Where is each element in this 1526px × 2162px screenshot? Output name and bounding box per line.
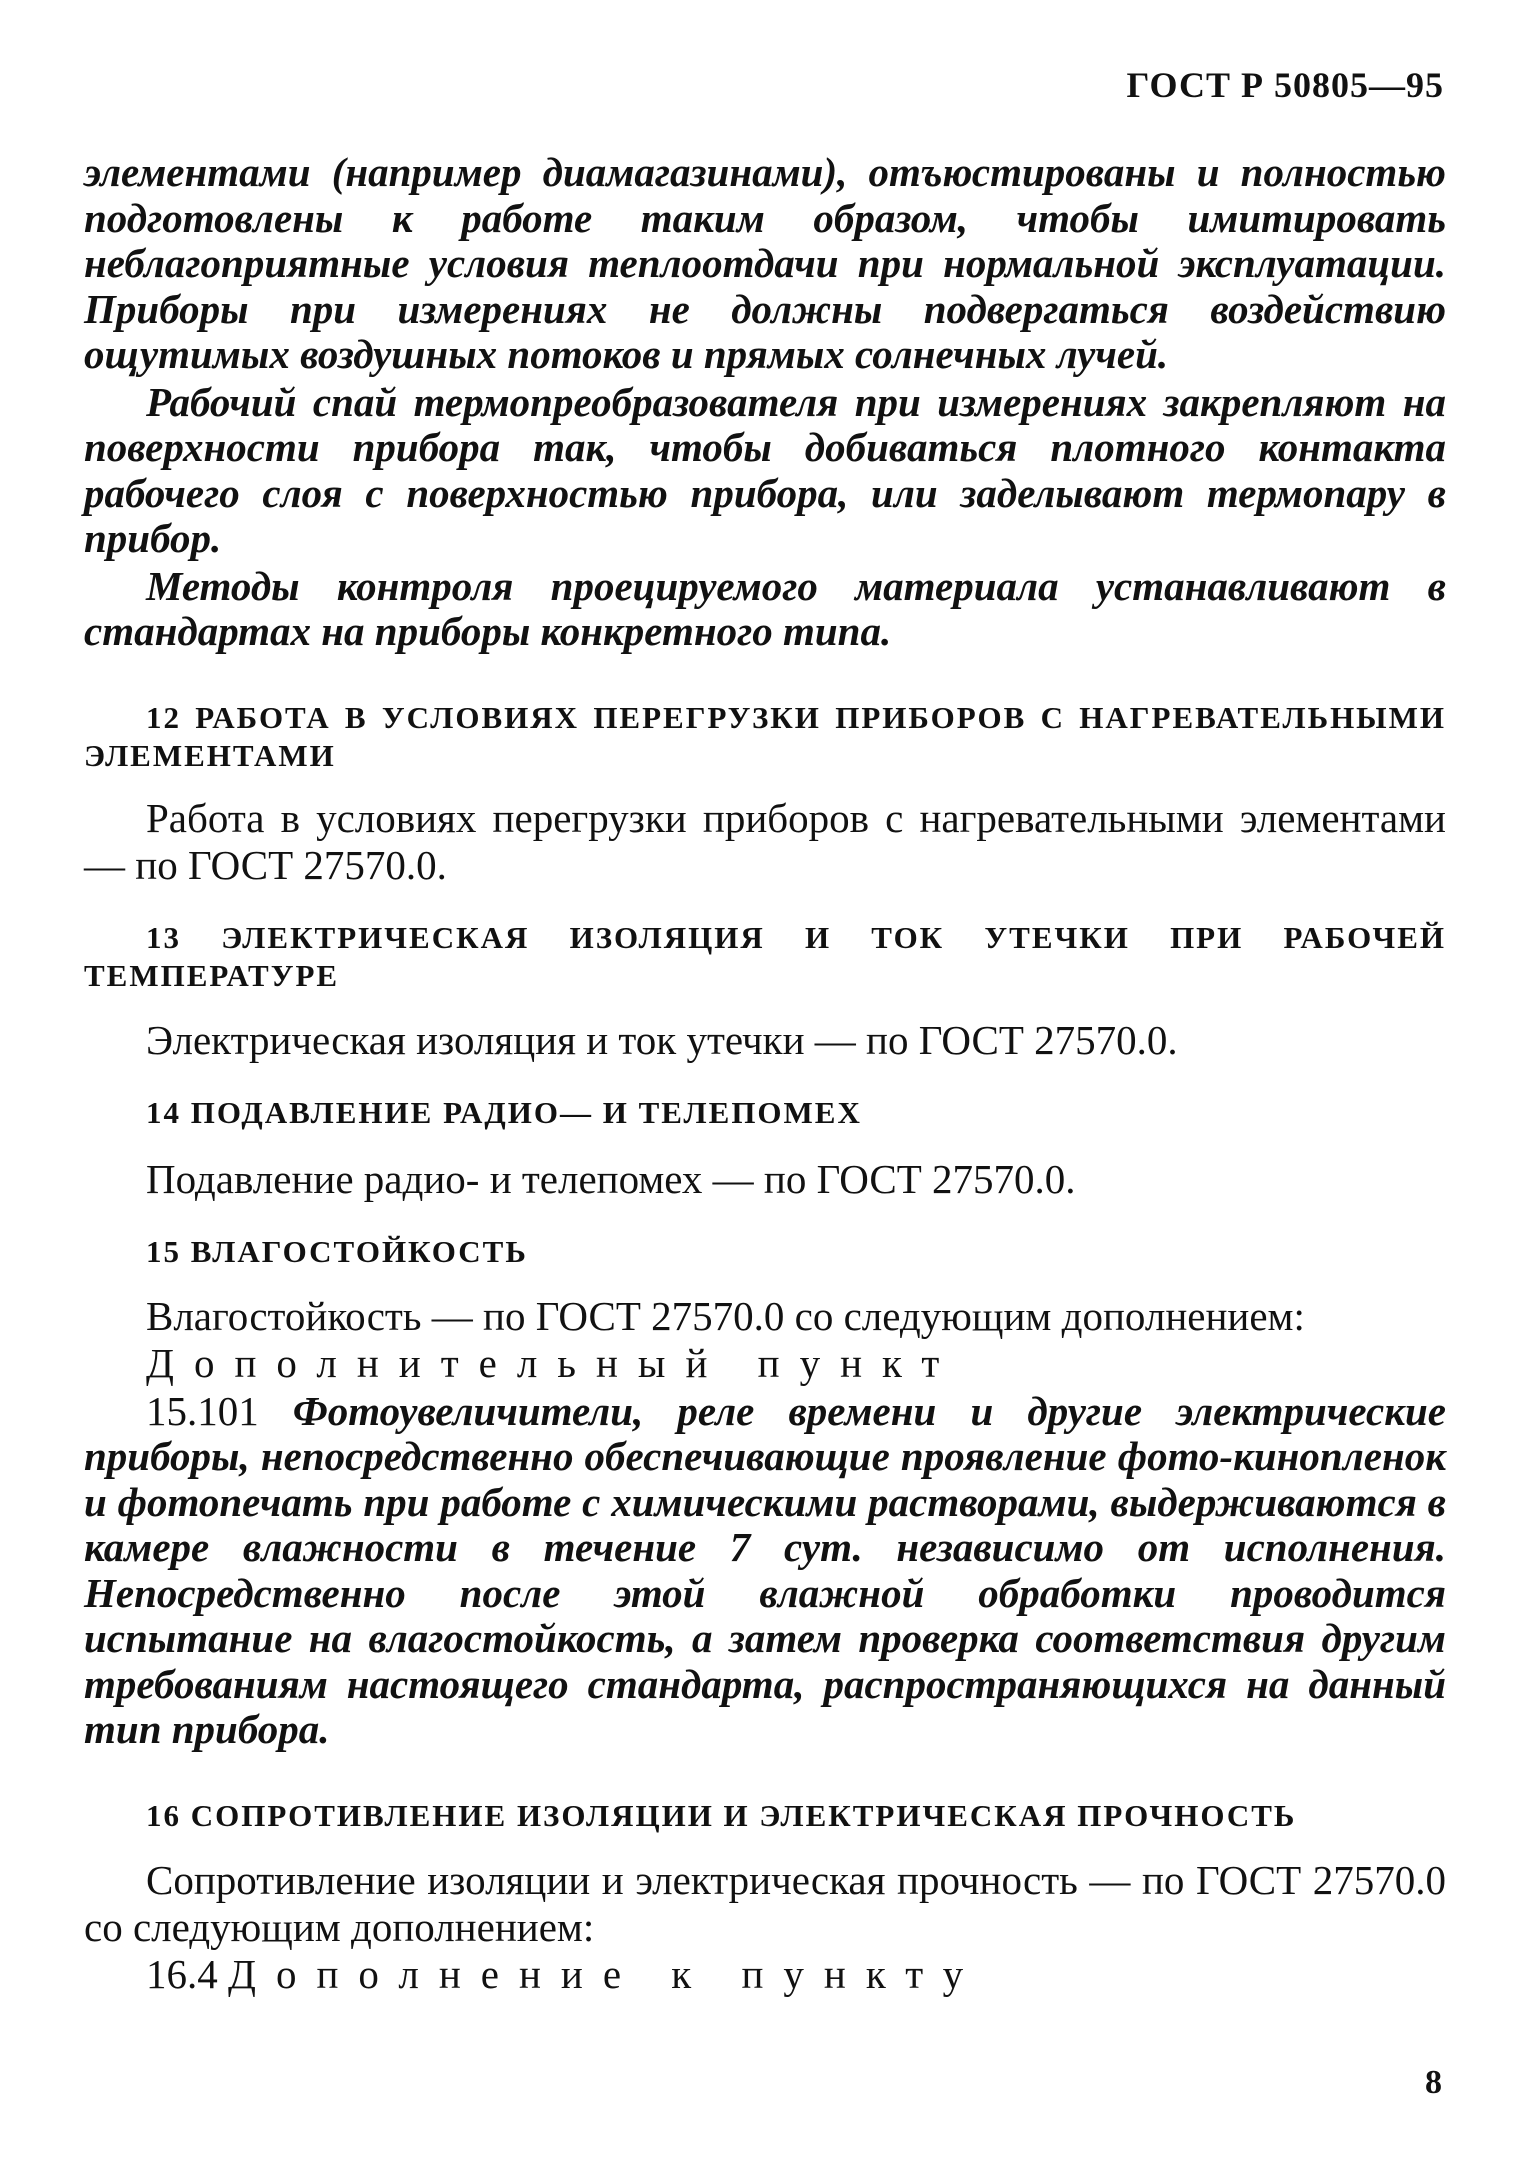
section-12-text: Работа в условиях перегрузки приборов с нагревательными элементами — по ГОСТ 27570.0. [84,794,1446,888]
section-13-text: Электрическая изоляция и ток утечки — по ГОСТ 27570.0. [146,1016,1178,1063]
section-15-heading: 15 ВЛАГОСТОЙКОСТЬ [146,1233,528,1269]
intro-paragraph-1: элементами (например диамагазинами), отъюстированы и полностью подготовлены к работе таким образом, чтобы имитировать неблагоприятные условия теплоотдачи при нормальной эксплуатации. Приборы при измерениях не должны подвергаться воздействию ощутимых воздушных потоков и прямых солнечных лучей. [84,149,1446,377]
section-16-heading: 16 СОПРОТИВЛЕНИЕ ИЗОЛЯЦИИ И ЭЛЕКТРИЧЕСКАЯ ПРОЧНОСТЬ [146,1797,1297,1833]
clause-15-101-number: 15.101 [146,1387,259,1434]
clause-16-4 [84,1951,1446,1998]
section-15-text: Влагостойкость — по ГОСТ 27570.0 со следующим дополнением: [146,1292,1305,1339]
section-13-heading: 13 ЭЛЕКТРИЧЕСКАЯ ИЗОЛЯЦИЯ И ТОК УТЕЧКИ ПРИ РАБОЧЕЙ ТЕМПЕРАТУРЕ [84,919,1446,993]
section-12-heading: 12 РАБОТА В УСЛОВИЯХ ПЕРЕГРУЗКИ ПРИБОРОВ С НАГРЕВАТЕЛЬНЫМИ ЭЛЕМЕНТАМИ [84,699,1446,773]
page-content [84,150,1446,1998]
intro-paragraph-3: Методы контроля проецируемого материала устанавливают в стандартах на приборы конкретного типа. [84,562,1446,654]
clause-16-4-number: 16.4 [146,1950,218,1997]
intro-paragraph-2: Рабочий спай термопреобразователя при измерениях закрепляют на поверхности прибора так, чтобы добиваться плотного контакта рабочего слоя с поверхностью прибора, или заделывают термопару в прибор. [84,378,1446,561]
section-16-text: Сопротивление изоляции и электрическая прочность — по ГОСТ 27570.0 со следующим дополнением: [84,1856,1446,1950]
clause-15-101 [84,1389,1446,1753]
document-code-header: ГОСТ Р 50805—95 [1126,65,1444,105]
section-14-text: Подавление радио- и телепомех — по ГОСТ 27570.0. [146,1155,1076,1202]
clause-16-4-text: Дополнение к пункту [228,1950,984,1997]
section-14-heading: 14 ПОДАВЛЕНИЕ РАДИО— И ТЕЛЕПОМЕХ [146,1094,862,1130]
page-number: 8 [1425,2064,1442,2101]
clause-15-101-text: Фотоувеличители, реле времени и другие электрические приборы, непосредственно обеспечивающие проявление фото-кинопленок и фотопечать при работе с химическими растворами, выдерживаются в камере влажности в течение 7 сут. независимо от исполнения. Непосредственно после этой влажной обработки проводится испытание на влагостойкость, а затем проверка соответствия другим требованиям настоящего стандарта, распространяющихся на данный тип прибора. [84,1387,1447,1752]
section-15-subhead: Дополнительный пункт [146,1339,960,1386]
